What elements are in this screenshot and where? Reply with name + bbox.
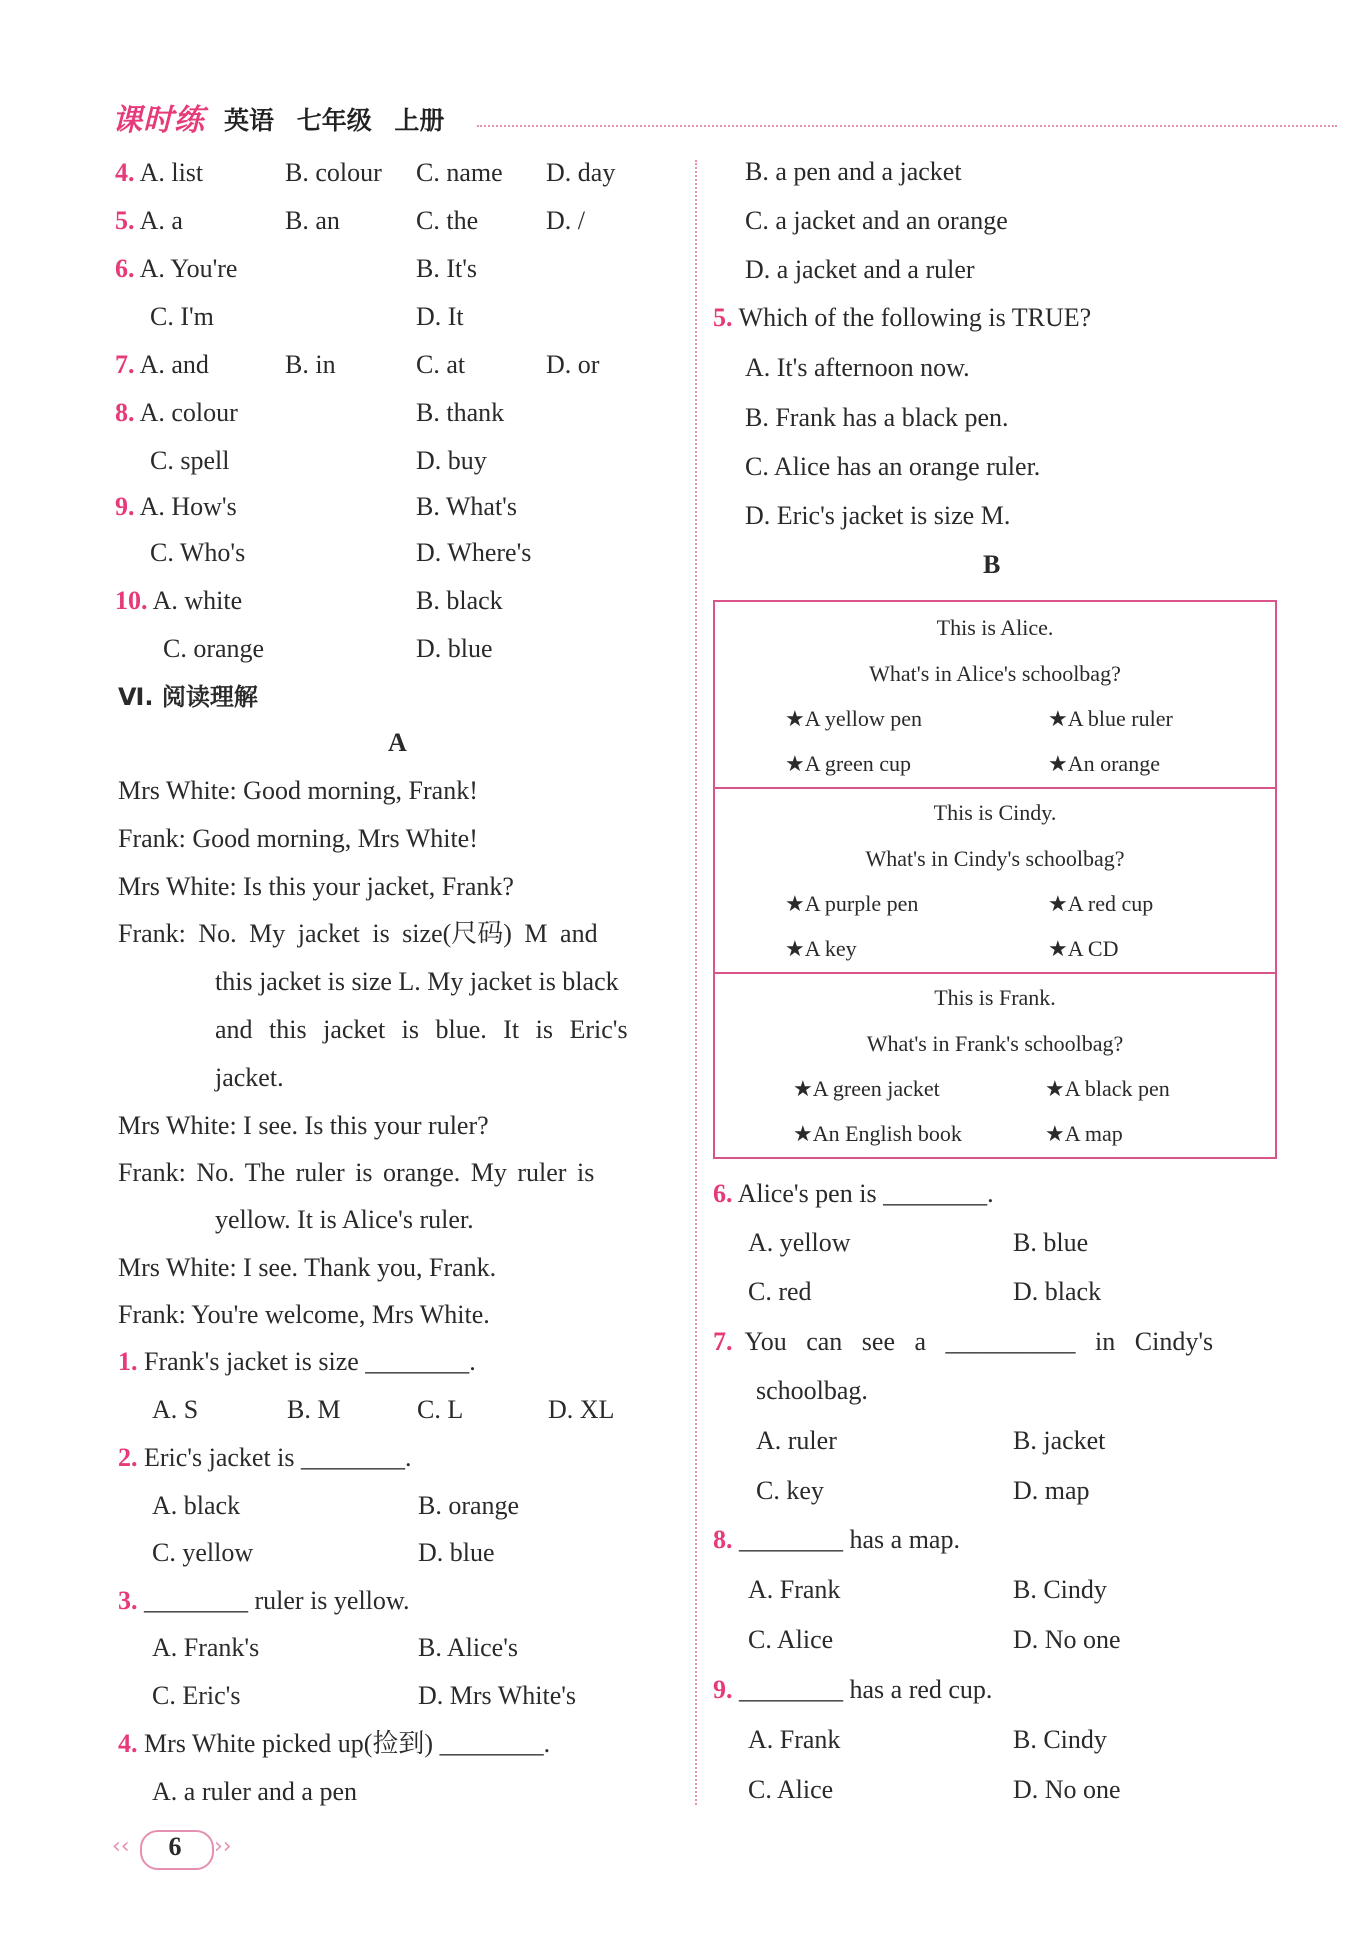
option-b: B. blue	[1013, 1228, 1089, 1257]
option-d: D. map	[1013, 1476, 1090, 1505]
question-row: 4. A. list	[115, 158, 204, 187]
option-a: A. yellow	[748, 1228, 851, 1257]
option-c: C. Alice	[748, 1625, 834, 1654]
cindy-row: This is Cindy. What's in Cindy's schoolbag? ★A purple pen ★A red cup ★A key ★A CD	[785, 800, 1154, 961]
option-a: A. a ruler and a pen	[152, 1777, 358, 1806]
option-d: D. XL	[548, 1395, 615, 1424]
option-c: C. Who's	[150, 538, 246, 567]
option-d: D. No one	[1013, 1625, 1121, 1654]
option-b: B. What's	[416, 492, 517, 521]
option-c: C. key	[756, 1476, 824, 1505]
option-a: A. Frank's	[152, 1633, 260, 1662]
question-row: 7. A. and	[115, 350, 209, 379]
dialogue-line: jacket.	[215, 1063, 284, 1092]
question-row: 10. A. white	[115, 586, 243, 615]
option-d: D. a jacket and a ruler	[745, 255, 975, 284]
option-d: D. blue	[418, 1538, 495, 1567]
question-stem: 1. Frank's jacket is size ________.	[118, 1347, 476, 1376]
option-c: C. at	[416, 350, 466, 379]
dialogue-line: Mrs White: I see. Thank you, Frank.	[118, 1253, 497, 1282]
option-b: B. Frank has a black pen.	[745, 403, 1009, 432]
option-a: A. Frank	[748, 1575, 841, 1604]
frank-row: This is Frank. What's in Frank's schoolbag? ★A green jacket ★A black pen ★An English book ★A map	[793, 985, 1170, 1146]
option-b: B. Cindy	[1013, 1725, 1107, 1754]
option-d: D. black	[1013, 1277, 1102, 1306]
option-a: A. S	[152, 1395, 199, 1424]
option-c: C. the	[416, 206, 479, 235]
section-title: Ⅵ. 阅读理解	[118, 683, 258, 711]
option-b: B. It's	[416, 254, 478, 283]
option-d: D. or	[546, 350, 600, 379]
option-b: B. Alice's	[418, 1633, 519, 1662]
option-b: B. colour	[285, 158, 382, 187]
option-b: B. jacket	[1013, 1426, 1106, 1455]
dialogue-line: Frank: No. The ruler is orange. My ruler is	[118, 1158, 595, 1187]
question-stem: 7. You can see a __________ in Cindy's	[713, 1327, 1214, 1356]
passage-a-label: A	[388, 728, 407, 757]
schoolbag-table	[713, 600, 1277, 1159]
dialogue-line: Mrs White: I see. Is this your ruler?	[118, 1111, 489, 1140]
header-divider	[477, 125, 1337, 127]
option-d: D. /	[546, 206, 585, 235]
dialogue-line: Frank: You're welcome, Mrs White.	[118, 1300, 490, 1329]
question-row: 9. A. How's	[115, 492, 237, 521]
question-stem: 6. Alice's pen is ________.	[713, 1179, 994, 1208]
page-number: 6	[140, 1830, 210, 1866]
option-b: B. an	[285, 206, 340, 235]
question-row: 8. A. colour	[115, 398, 238, 427]
question-stem: 2. Eric's jacket is ________.	[118, 1443, 412, 1472]
dialogue-line: and this jacket is blue. It is Eric's	[215, 1015, 628, 1044]
option-a: A. Frank	[748, 1725, 841, 1754]
option-c: C. Alice has an orange ruler.	[745, 452, 1041, 481]
page-header	[112, 95, 1337, 138]
option-d: D. No one	[1013, 1775, 1121, 1804]
chevron-right-icon: ››	[214, 1834, 232, 1859]
option-c: C. yellow	[152, 1538, 254, 1567]
option-c: C. a jacket and an orange	[745, 206, 1008, 235]
question-stem: 3. ________ ruler is yellow.	[118, 1586, 410, 1615]
question-stem: 5. Which of the following is TRUE?	[713, 303, 1092, 332]
chevron-left-icon: ‹‹	[112, 1834, 130, 1859]
question-row: 6. A. You're	[115, 254, 238, 283]
option-a: A. ruler	[756, 1426, 837, 1455]
option-c: C. spell	[150, 446, 230, 475]
option-d: D. day	[546, 158, 616, 187]
option-c: C. I'm	[150, 302, 214, 331]
option-d: D. Mrs White's	[418, 1681, 577, 1710]
question-stem: 9. ________ has a red cup.	[713, 1675, 993, 1704]
header-title: 英语 七年级 上册	[224, 106, 445, 135]
option-d: D. It	[416, 302, 464, 331]
option-d: D. Eric's jacket is size M.	[745, 501, 1011, 530]
brand-logo: 课时练	[112, 103, 205, 138]
option-b: B. a pen and a jacket	[745, 157, 962, 186]
dialogue-line: Frank: Good morning, Mrs White!	[118, 824, 478, 853]
dialogue-line: Mrs White: Good morning, Frank!	[118, 776, 478, 805]
alice-row: This is Alice. What's in Alice's schoolbag? ★A yellow pen ★A blue ruler ★A green cup ★An orange	[785, 615, 1173, 776]
option-c: C. L	[417, 1395, 464, 1424]
question-row: 5. A. a	[115, 206, 183, 235]
option-c: C. orange	[163, 634, 265, 663]
option-b: B. thank	[416, 398, 505, 427]
option-c: C. red	[748, 1277, 812, 1306]
question-stem: 8. ________ has a map.	[713, 1525, 960, 1554]
dialogue-line: Frank: No. My jacket is size(尺码) M and	[118, 919, 598, 948]
option-a: A. It's afternoon now.	[745, 353, 970, 382]
option-b: B. in	[285, 350, 336, 379]
option-c: C. name	[416, 158, 503, 187]
option-b: B. orange	[418, 1491, 520, 1520]
question-stem: 4. Mrs White picked up(捡到) ________.	[118, 1729, 551, 1758]
dialogue-line: yellow. It is Alice's ruler.	[215, 1205, 474, 1234]
option-b: B. Cindy	[1013, 1575, 1107, 1604]
option-d: D. buy	[416, 446, 487, 475]
option-b: B. black	[416, 586, 503, 615]
option-a: A. black	[152, 1491, 241, 1520]
option-d: D. Where's	[416, 538, 532, 567]
dialogue-line: Mrs White: Is this your jacket, Frank?	[118, 872, 514, 901]
option-c: C. Eric's	[152, 1681, 241, 1710]
column-divider	[695, 160, 697, 1805]
option-c: C. Alice	[748, 1775, 834, 1804]
passage-b-label: B	[983, 550, 1001, 579]
dialogue-line: this jacket is size L. My jacket is black	[215, 967, 619, 996]
question-stem-cont: schoolbag.	[756, 1376, 868, 1405]
option-d: D. blue	[416, 634, 493, 663]
option-b: B. M	[287, 1395, 341, 1424]
